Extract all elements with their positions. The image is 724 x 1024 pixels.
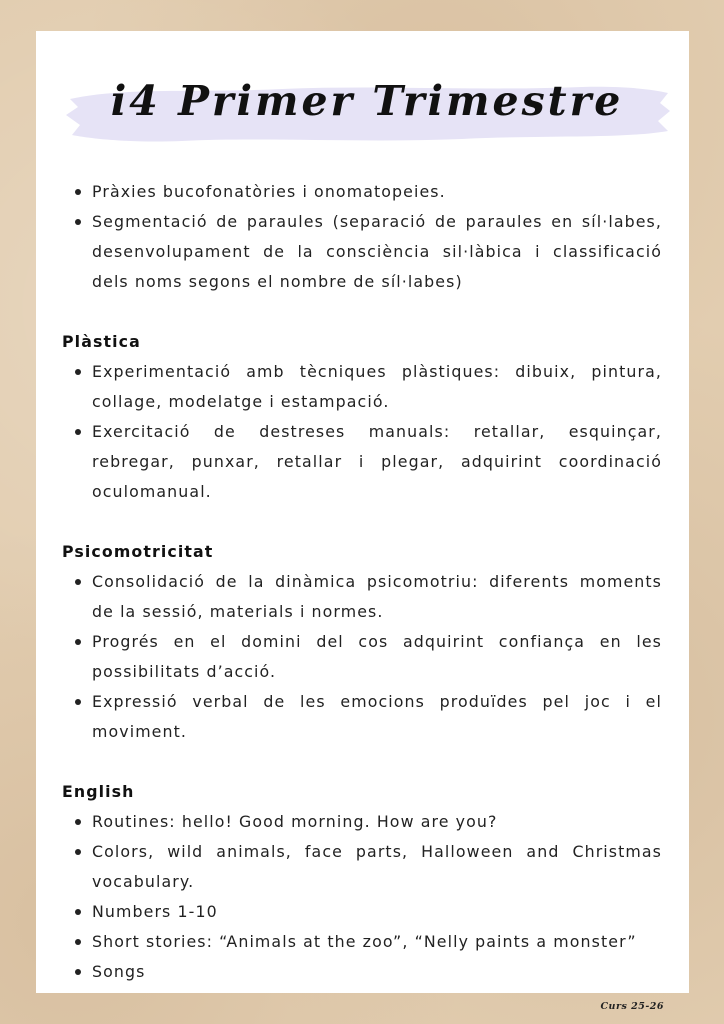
section-psicomotricitat-list	[62, 567, 662, 747]
section-title-english: English	[62, 782, 135, 801]
list-item: Segmentació de paraules (separació de paraules en síl·labes, desenvolupament de la consciència sil·làbica i classificació dels noms segons el nombre de síl·labes)	[62, 207, 662, 297]
section-plastica-list	[62, 357, 662, 507]
list-item: Experimentació amb tècniques plàstiques: dibuix, pintura, collage, modelatge i estampació.	[62, 357, 662, 417]
list-item: Pràxies bucofonatòries i onomatopeies.	[62, 177, 662, 207]
list-item: Routines: hello! Good morning. How are you?	[62, 807, 662, 837]
list-item: Expressió verbal de les emocions produïdes pel joc i el moviment.	[62, 687, 662, 747]
section-title-plastica: Plàstica	[62, 332, 141, 351]
list-item: Songs	[62, 957, 662, 987]
footer-course-label: Curs 25-26	[600, 1001, 664, 1012]
list-item: Numbers 1-10	[62, 897, 662, 927]
title-banner	[62, 71, 672, 161]
list-item: Progrés en el domini del cos adquirint confiança en les possibilitats d’acció.	[62, 627, 662, 687]
list-item: Exercitació de destreses manuals: retallar, esquinçar, rebregar, punxar, retallar i plegar, adquirint coordinació oculomanual.	[62, 417, 662, 507]
content-body	[62, 177, 662, 987]
document-page	[36, 31, 689, 993]
list-item: Colors, wild animals, face parts, Halloween and Christmas vocabulary.	[62, 837, 662, 897]
page-title: i4 Primer Trimestre	[110, 77, 624, 125]
section-english-list	[62, 807, 662, 987]
list-item: Consolidació de la dinàmica psicomotriu: diferents moments de la sessió, materials i normes.	[62, 567, 662, 627]
section-title-psicomotricitat: Psicomotricitat	[62, 542, 214, 561]
section-intro-list	[62, 177, 662, 297]
list-item: Short stories: “Animals at the zoo”, “Nelly paints a monster”	[62, 927, 662, 957]
